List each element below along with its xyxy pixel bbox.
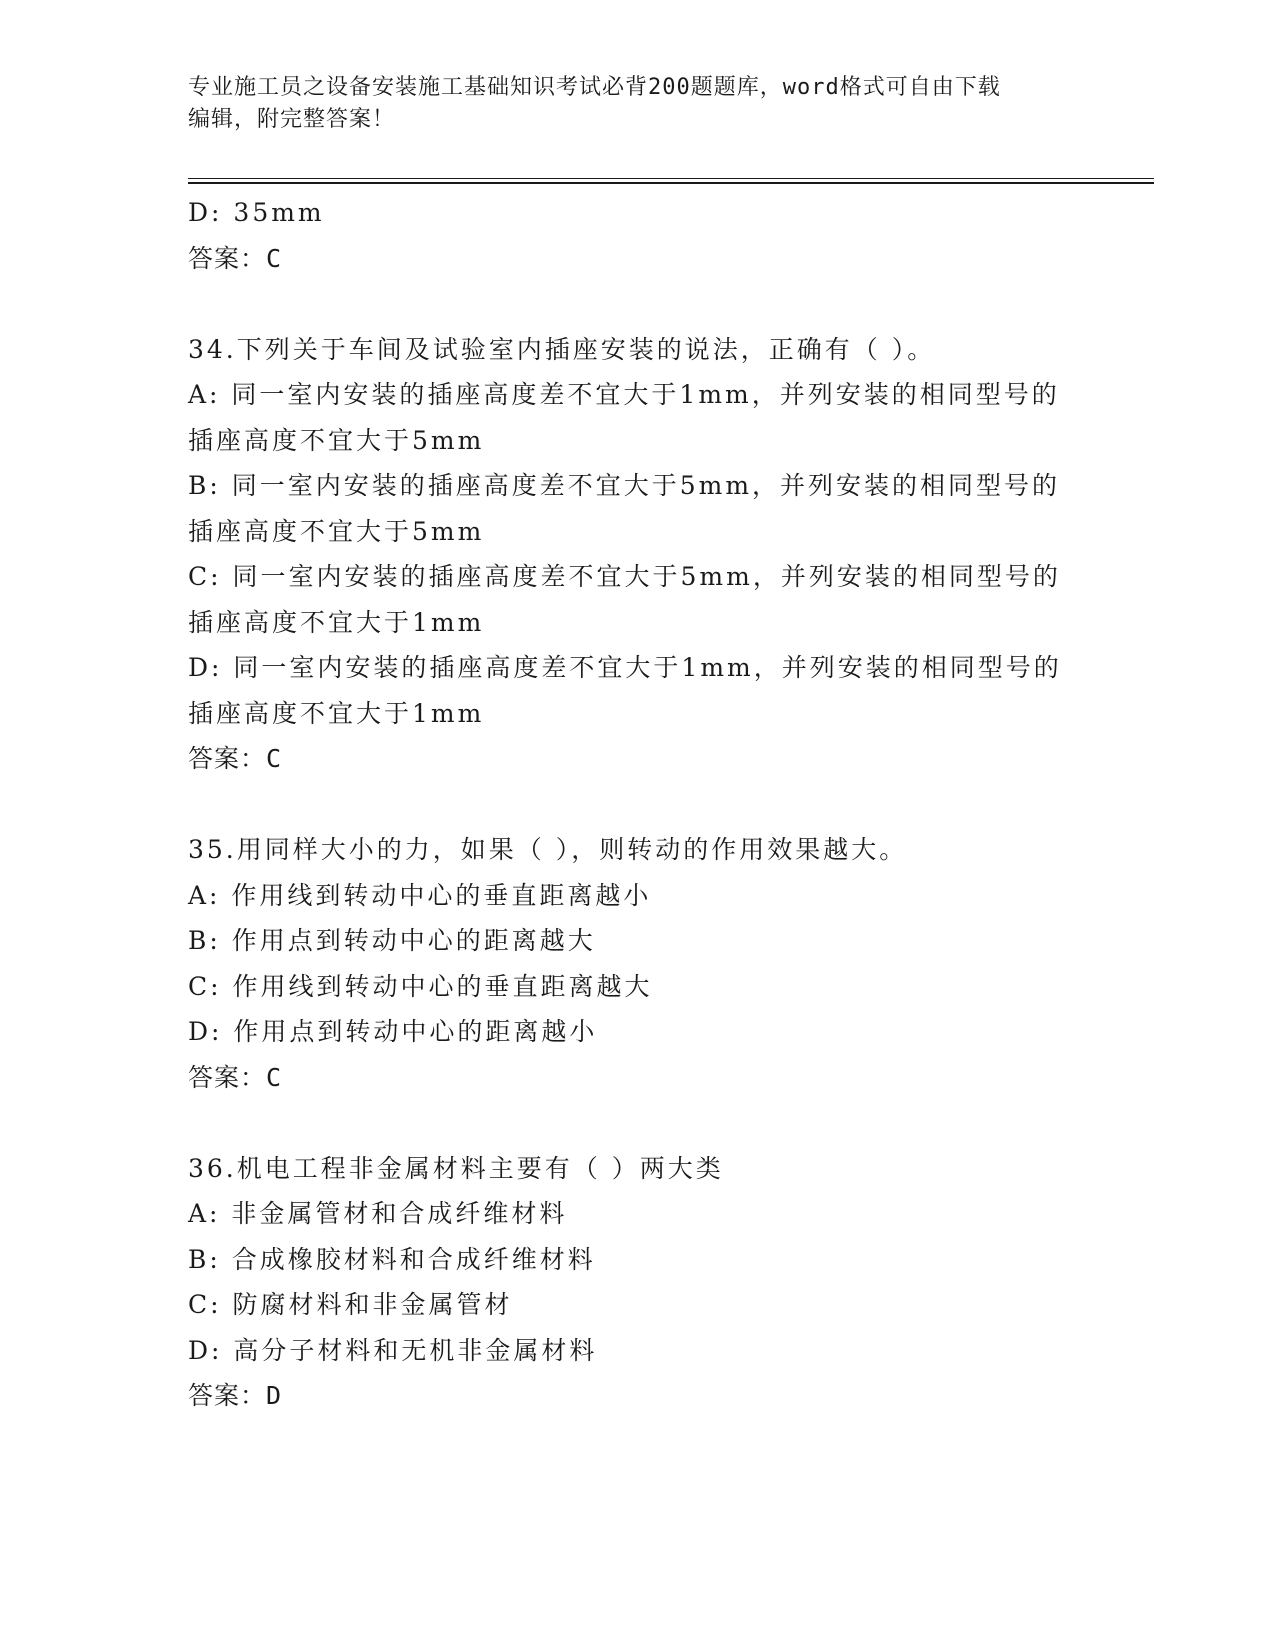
question-stem: 34.下列关于车间及试验室内插座安装的说法，正确有（ ）。 [188, 334, 936, 364]
option-b-line-2: 插座高度不宜大于5mm [188, 516, 485, 546]
option-d: D: 高分子材料和无机非金属材料 [188, 1335, 598, 1365]
question-gap [188, 782, 1088, 828]
answer-label: 答案： [188, 744, 267, 773]
option-c-line-1: C: 同一室内安装的插座高度差不宜大于5mm，并列安装的相同型号的 [188, 562, 1061, 591]
question-stem: 36.机电工程非金属材料主要有（ ）两大类 [188, 1153, 724, 1183]
question-gap [188, 281, 1088, 327]
answer-line [188, 1055, 1088, 1101]
document-header [188, 72, 1068, 136]
option-b: B: 合成橡胶材料和合成纤维材料 [188, 1244, 596, 1274]
option-d-line-2: 插座高度不宜大于1mm [188, 698, 485, 728]
question-stem: 35.用同样大小的力，如果（ ），则转动的作用效果越大。 [188, 835, 908, 864]
option-d: D: 35mm [188, 198, 325, 227]
answer-line [188, 1373, 1088, 1419]
header-divider-thin [188, 178, 1154, 179]
option-d: D: 作用点到转动中心的距离越小 [188, 1017, 598, 1046]
answer-value: D [266, 1381, 283, 1410]
answer-label: 答案： [188, 1381, 267, 1410]
answer-value: C [266, 1062, 283, 1092]
option-c-line-2: 插座高度不宜大于1mm [188, 607, 485, 637]
answer-label: 答案： [188, 243, 267, 273]
option-d-line-1: D: 同一室内安装的插座高度差不宜大于1mm，并列安装的相同型号的 [188, 653, 1062, 682]
option-a-line-1: A: 同一室内安装的插座高度差不宜大于1mm，并列安装的相同型号的 [188, 380, 1060, 409]
header-title-line-1: 专业施工员之设备安装施工基础知识考试必背200题题库，word格式可自由下载 [188, 75, 1001, 100]
answer-value: C [266, 744, 283, 773]
question-36 [188, 1146, 1088, 1419]
answer-line [188, 736, 1088, 782]
option-c: C: 作用线到转动中心的垂直距离越大 [188, 971, 653, 1001]
header-title-line-2: 编辑，附完整答案！ [188, 107, 396, 132]
option-a: A: 作用线到转动中心的垂直距离越小 [188, 880, 652, 910]
option-c: C: 防腐材料和非金属管材 [188, 1290, 513, 1319]
option-a-line-2: 插座高度不宜大于5mm [188, 425, 485, 455]
question-33-tail [188, 190, 1088, 281]
document-body [188, 190, 1088, 1419]
answer-label: 答案： [188, 1062, 267, 1092]
option-a: A: 非金属管材和合成纤维材料 [188, 1199, 568, 1228]
option-b: B: 作用点到转动中心的距离越大 [188, 926, 596, 955]
question-34 [188, 327, 1088, 782]
option-b-line-1: B: 同一室内安装的插座高度差不宜大于5mm，并列安装的相同型号的 [188, 471, 1061, 500]
header-divider-thick [188, 182, 1154, 184]
answer-value: C [266, 243, 283, 273]
question-35 [188, 827, 1088, 1100]
answer-line [188, 236, 1088, 282]
question-gap [188, 1100, 1088, 1146]
